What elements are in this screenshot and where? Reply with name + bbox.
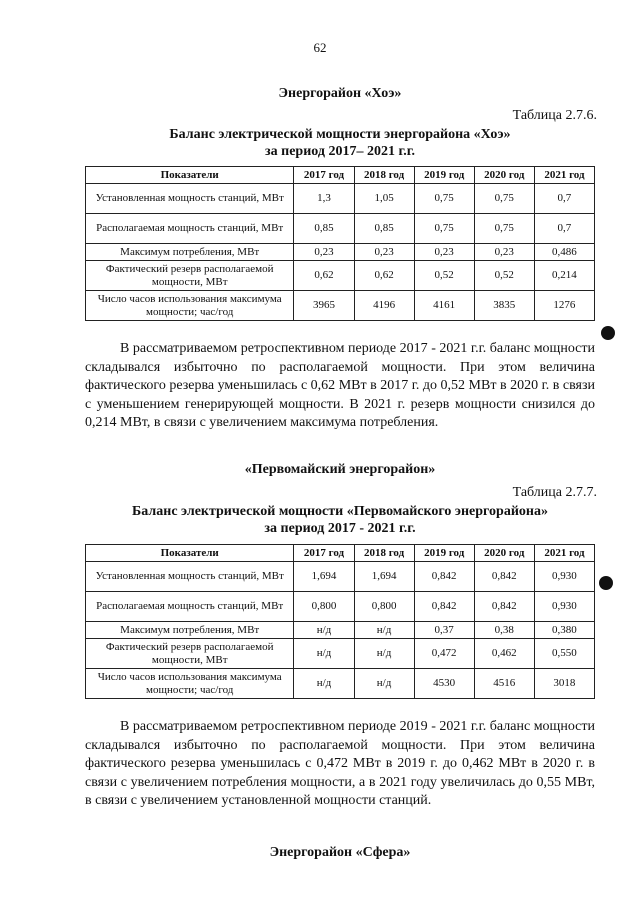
table-cell: н/д [294,669,354,699]
table-header-row [86,167,595,184]
punch-hole-dot [601,326,615,340]
header-cell: 2018 год [354,167,414,184]
punch-hole-dot [599,576,613,590]
header-cell: 2020 год [474,167,534,184]
section-title-pervomaisky: «Первомайский энергорайон» [244,462,436,477]
table-row [86,291,595,321]
table-cell: 0,842 [474,562,534,592]
row-label: Максимум потребления, МВт [86,244,294,261]
row-label: Установленная мощность станций, МВт [86,184,294,214]
table-cell: 1,05 [354,184,414,214]
table-cell: 0,85 [354,214,414,244]
row-label: Максимум потребления, МВт [86,622,294,639]
table-cell: 0,75 [414,184,474,214]
section-title-khoe: Энергорайон «Хоэ» [278,86,402,101]
table-cell: 0,37 [414,622,474,639]
table-cell: 0,486 [534,244,594,261]
table-row [86,592,595,622]
caption-line-1: Баланс электрической мощности «Первомайского энергорайона» [132,504,548,519]
table-cell: 0,52 [474,261,534,291]
table-cell: 0,52 [414,261,474,291]
table-cell: 4530 [414,669,474,699]
table-cell: 1276 [534,291,594,321]
table-row [86,622,595,639]
row-label: Число часов использования максимума мощности; час/год [86,291,294,321]
table-number-pervomaisky: Таблица 2.7.7. [512,485,597,500]
table-cell: 0,842 [414,592,474,622]
table-cell: 0,800 [294,592,354,622]
table-cell: н/д [354,622,414,639]
row-label: Установленная мощность станций, МВт [86,562,294,592]
table-row [86,244,595,261]
table-cell: 0,75 [474,184,534,214]
table-cell: 0,85 [294,214,354,244]
table-cell: 0,62 [354,261,414,291]
table-cell: 0,380 [534,622,594,639]
table-cell: 0,23 [474,244,534,261]
caption-line-2: за период 2017– 2021 г.г. [265,144,415,159]
body-paragraph-pervomaisky: В рассматриваемом ретроспективном периоде 2019 - 2021 г.г. баланс мощности складывался избыточно по располагаемой мощности. При этом величина фактического резерва уменьшилась с 0,472 МВт в 2019 г. до 0,462 МВт в 2020 г. в связи с увеличением потребления мощности, а в 2021 году увеличилась до 0,55 МВт, в связи с увеличением установленной мощности станций. [85,719,595,808]
table-header-row [86,545,595,562]
table-cell: 0,550 [534,639,594,669]
row-label: Фактический резерв располагаемой мощности, МВт [86,261,294,291]
row-label: Фактический резерв располагаемой мощности, МВт [86,639,294,669]
header-cell: 2017 год [294,545,354,562]
table-row [86,639,595,669]
table-cell: 0,842 [414,562,474,592]
table-cell: 0,75 [474,214,534,244]
table-cell: 4516 [474,669,534,699]
table-row [86,669,595,699]
table-row [86,562,595,592]
caption-line-2: за период 2017 - 2021 г.г. [264,521,416,536]
balance-table-khoe [85,166,595,321]
row-label: Располагаемая мощность станций, МВт [86,214,294,244]
table-cell: 0,7 [534,184,594,214]
table-row [86,214,595,244]
header-cell: 2018 год [354,545,414,562]
table-cell: 1,3 [294,184,354,214]
page-number: 62 [313,40,327,55]
table-cell: 0,38 [474,622,534,639]
section-title-sfera: Энергорайон «Сфера» [269,845,411,860]
table-cell: 0,75 [414,214,474,244]
row-label: Располагаемая мощность станций, МВт [86,592,294,622]
balance-table-pervomaisky [85,544,595,699]
table-cell: 0,800 [354,592,414,622]
header-cell: 2021 год [534,545,594,562]
table-cell: 0,62 [294,261,354,291]
caption-line-1: Баланс электрической мощности энергорайона «Хоэ» [169,127,511,142]
header-cell: 2020 год [474,545,534,562]
table-cell: 0,214 [534,261,594,291]
header-cell: Показатели [86,167,294,184]
table-caption-pervomaisky [85,503,595,537]
table-row [86,184,595,214]
header-cell: 2019 год [414,545,474,562]
table-row [86,261,595,291]
table-caption-khoe [85,126,595,160]
table-number-khoe: Таблица 2.7.6. [512,108,597,123]
header-cell: 2019 год [414,167,474,184]
table-cell: 0,930 [534,562,594,592]
header-cell: 2021 год [534,167,594,184]
table-cell: 0,462 [474,639,534,669]
table-cell: 0,23 [414,244,474,261]
table-cell: 0,842 [474,592,534,622]
table-cell: 3018 [534,669,594,699]
table-cell: 0,472 [414,639,474,669]
table-cell: н/д [294,639,354,669]
table-cell: 0,930 [534,592,594,622]
header-cell: Показатели [86,545,294,562]
table-cell: н/д [294,622,354,639]
body-paragraph-khoe: В рассматриваемом ретроспективном периоде 2017 - 2021 г.г. баланс мощности складывался избыточно по располагаемой мощности. При этом величина фактического резерва уменьшилась с 0,62 МВт в 2017 г. до 0,52 МВт в 2020 г. в связи с уменьшением генерирующей мощности. В 2021 г. резерв мощности снизился до 0,214 МВт, в связи с увеличением максимума потребления. [85,341,595,430]
table-cell: н/д [354,669,414,699]
table-cell: 1,694 [294,562,354,592]
header-cell: 2017 год [294,167,354,184]
table-cell: 4196 [354,291,414,321]
table-cell: 4161 [414,291,474,321]
table-cell: 3835 [474,291,534,321]
table-cell: 3965 [294,291,354,321]
table-cell: 1,694 [354,562,414,592]
row-label: Число часов использования максимума мощности; час/год [86,669,294,699]
table-cell: 0,23 [354,244,414,261]
table-cell: н/д [354,639,414,669]
table-cell: 0,7 [534,214,594,244]
table-cell: 0,23 [294,244,354,261]
